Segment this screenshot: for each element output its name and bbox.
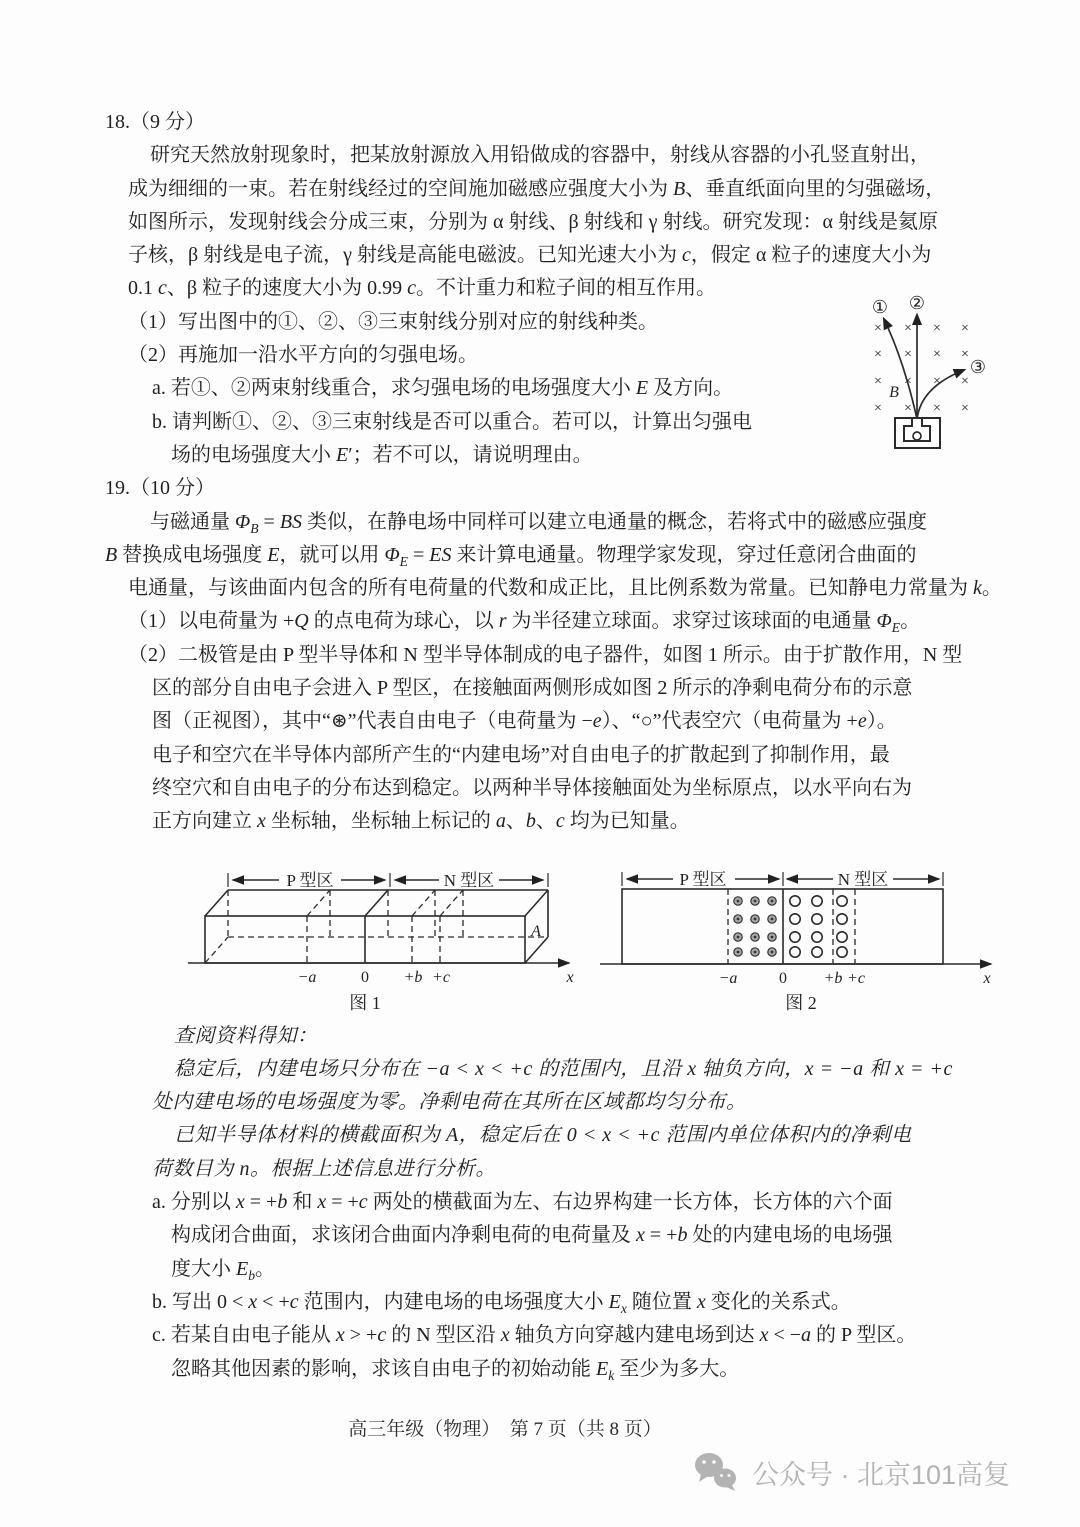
svg-text:×: × [961,347,969,362]
svg-text:×: × [961,321,969,336]
svg-text:×: × [904,374,912,389]
text-line: 电子和空穴在半导体内部所产生的“内建电场”对自由电子的扩散起到了抑制作用，最 [152,743,890,766]
q19-part-2c: c. 若某自由电子能从 x > +c 的 N 型区沿 x 轴负方向穿越内建电场到达 x < −a 的 P 型区。 [152,1324,917,1347]
svg-text:×: × [874,347,882,362]
svg-text:×: × [874,374,882,389]
text-line: 处内建电场的电场强度为零。净剩电荷在其所在区域都均匀分布。 [152,1091,747,1114]
tick-plus-c: +c [847,969,865,987]
n-region-label: N 型区 [443,870,495,890]
text-line: 荷数目为 n。根据上述信息进行分析。 [152,1157,496,1180]
ray-1-path [884,319,917,419]
ray-2-label: ② [908,293,926,313]
tick-neg-a: −a [718,969,738,987]
text-line: 电通量，与该曲面内包含的所有电荷量的代数和成正比，且比例系数为常量。已知静电力常量为 k。 [128,577,1002,600]
svg-text:×: × [874,401,882,416]
field-into-page-markers [874,321,969,416]
hole-markers [790,895,847,956]
tick-plus-c: +c [432,968,450,986]
svg-text:×: × [933,347,941,362]
n-region-label: N 型区 [837,869,889,889]
figure-row [105,839,1080,1020]
fig2-diagram [593,849,1043,1019]
radioactive-source [913,432,921,440]
svg-text:×: × [933,321,941,336]
info-heading: 查阅资料得知： [174,1024,318,1047]
text-line: 场的电场强度大小 E′；若不可以，请说明理由。 [171,443,593,466]
q19-part-2: （2）二极管是由 P 型半导体和 N 型半导体制成的电子器件，如图 1 所示。由于扩散作用，N 型 [128,643,963,666]
watermark [694,1452,1010,1492]
tick-zero: 0 [361,968,369,986]
field-label: B [889,384,899,401]
page-footer: 高三年级（物理） 第 7 页（共 8 页） [348,1419,662,1440]
svg-text:×: × [904,401,912,416]
text-line: 如图所示，发现射线会分成三束，分别为 α 射线、β 射线和 γ 射线。研究发现：α 射线是氦原 [128,210,938,233]
tick-zero: 0 [779,969,787,987]
text-line: 终空穴和自由电子的分布达到稳定。以两种半导体接触面处为坐标原点，以水平向右为 [152,776,912,799]
text-line: 研究天然放射现象时，把某放射源放入用铅做成的容器中，射线从容器的小孔竖直射出， [150,144,930,167]
tick-neg-a: −a [297,968,317,986]
x-axis-label: x [566,968,574,986]
text-line: 图（正视图），其中“⊛”代表自由电子（电荷量为 −e）、“○”代表空穴（电荷量为 +e）。 [152,710,897,733]
text-line: 正方向建立 x 坐标轴，坐标轴上标记的 a、b、c 均为已知量。 [152,810,690,833]
text-line: 构成闭合曲面，求该闭合曲面内净剩电荷的电荷量及 x = +b 处的内建电场的电场强 [171,1224,893,1247]
cross-section-area-label: A [531,922,541,940]
ray-3-label: ③ [969,357,987,377]
q19-part-2a: a. 分别以 x = +b 和 x = +c 两处的横截面为左、右边界构建一长方体，长方体的六个面 [152,1191,893,1214]
fig1-caption: 图 1 [349,992,381,1013]
text-line: 稳定后，内建电场只分布在 −a < x < +c 的范围内，且沿 x 轴负方向，x = −a 和 x = +c [174,1057,953,1080]
text-line: 子核，β 射线是电子流，γ 射线是高能电磁波。已知光速大小为 c，假定 α 粒子的速度大小为 [128,244,932,267]
text-line: 成为细细的一束。若在射线经过的空间施加磁感应强度大小为 B、垂直纸面向里的匀强磁场， [128,177,946,200]
tick-plus-b: +b [403,968,423,986]
text-line: 忽略其他因素的影响，求该自由电子的初始动能 $E_k$ 至少为多大。 [171,1357,740,1383]
svg-text:×: × [933,374,941,389]
svg-text:×: × [874,321,882,336]
text-line: 区的部分自由电子会进入 P 型区，在接触面两侧形成如图 2 所示的净剩电荷分布的示意 [152,677,913,700]
question-19-number: 19.（10 分） [105,477,215,500]
p-region-label: P 型区 [286,870,334,890]
hidden-edges [205,890,548,963]
q19-part-1: （1）以电荷量为 +Q 的点电荷为球心，以 r 为半径建立球面。求穿过该球面的电通量 $\Phi_E$。 [128,610,921,636]
fig2-caption: 图 2 [785,992,817,1013]
q18-figure [850,293,1065,468]
svg-text:×: × [904,347,912,362]
wechat-icon [694,1452,740,1492]
fig1-diagram [133,849,593,1019]
text-line: B 替换成电场强度 E，就可以用 $\Phi_E$ = ES 来计算电通量。物理学家发现，穿过任意闭合曲面的 [105,543,917,569]
tick-plus-b: +b [823,969,843,987]
svg-text:×: × [933,401,941,416]
text-line: 0.1 c、β 粒子的速度大小为 0.99 c。不计重力和粒子间的相互作用。 [128,277,716,300]
text-line: 已知半导体材料的横截面积为 A，稳定后在 0 < x < +c 范围内单位体积内的净剩电 [174,1124,912,1147]
q18-part-2: （2）再施加一沿水平方向的匀强电场。 [128,344,478,367]
svg-text:×: × [961,401,969,416]
q19-part-2b: b. 写出 0 < x < +c 范围内，内建电场的电场强度大小 $E_x$ 随位置 x 变化的关系式。 [152,1290,851,1316]
ray-1-label: ① [871,297,889,317]
q18-part-2b: b. 请判断①、②、③三束射线是否可以重合。若可以，计算出匀强电 [152,410,752,433]
electron-markers [734,896,776,955]
question-18-number: 18.（9 分） [105,111,205,133]
text-line: 度大小 $E_b$。 [171,1257,276,1283]
svg-text:×: × [904,321,912,336]
x-axis-label: x [983,969,991,987]
svg-text:×: × [961,374,969,389]
q18-part-2a: a. 若①、②两束射线重合，求匀强电场的电场强度大小 E 及方向。 [152,377,734,400]
p-region-label: P 型区 [679,869,727,889]
watermark-text: 公众号 · 北京101高复 [752,1459,1011,1490]
q18-part-1: （1）写出图中的①、②、③三束射线分别对应的射线种类。 [128,310,658,333]
text-line: 与磁通量 $\Phi_B$ = BS 类似，在静电场中同样可以建立电通量的概念，若将式中的磁感应强度 [150,510,928,536]
